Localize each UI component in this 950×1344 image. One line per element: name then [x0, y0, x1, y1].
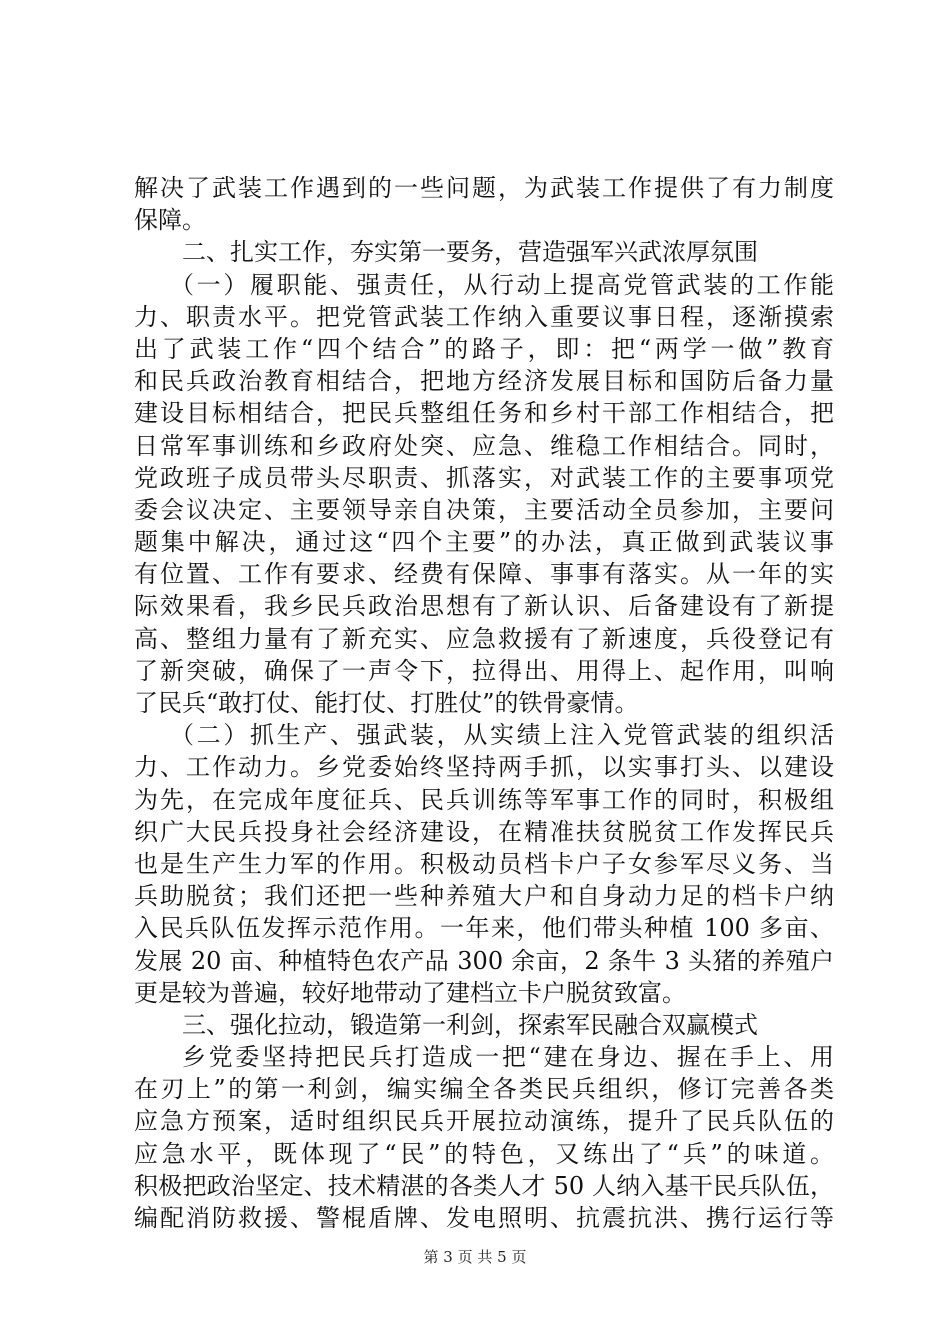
text-line: 也是生产生力军的作用。积极动员档卡户子女参军尽义务、当 — [134, 849, 834, 878]
text-line: 题集中解决，通过这“四个主要”的办法，真正做到武装议事 — [134, 528, 834, 557]
text-line: 为先，在完成年度征兵、民兵训练等军事工作的同时，积极组 — [134, 785, 834, 814]
text-line: 委会议决定、主要领导亲自决策，主要活动全员参加，主要问 — [134, 495, 834, 524]
text-line: 更是较为普遍，较好地带动了建档立卡户脱贫致富。 — [134, 978, 686, 1007]
section-heading-2: 二、扎实工作，夯实第一要务，营造强军兴武浓厚氛围 — [182, 238, 758, 267]
text-line: 高、整组力量有了新充实、应急救援有了新速度，兵役登记有 — [134, 624, 834, 653]
text-line: 应急水平，既体现了“民”的特色，又练出了“兵”的味道。 — [134, 1139, 834, 1168]
section-heading-3: 三、强化拉动，锻造第一利剑，探索军民融合双赢模式 — [182, 1010, 758, 1039]
text-line: 织广大民兵投身社会经济建设，在精准扶贫脱贫工作发挥民兵 — [134, 817, 834, 846]
text-line: 力、工作动力。乡党委始终坚持两手抓，以实事打头、以建设 — [134, 753, 834, 782]
text-line: 和民兵政治教育相结合，把地方经济发展目标和国防后备力量 — [134, 367, 834, 396]
text-line: 在刃上”的第一利剑，编实编全各类民兵组织，修订完善各类 — [134, 1075, 834, 1104]
text-line: 编配消防救援、警棍盾牌、发电照明、抗震抗洪、携行运行等 — [134, 1204, 834, 1232]
text-line: 了民兵“敢打仗、能打仗、打胜仗”的铁骨豪情。 — [134, 689, 639, 717]
text-line: 保障。 — [134, 206, 206, 235]
subsection-heading-1: （一）履职能、强责任，从行动上提高党管武装的工作能 — [170, 270, 834, 299]
text-line: 入民兵队伍发挥示范作用。一年来，他们带头种植 100 多亩、 — [134, 914, 834, 943]
text-line: 发展 20 亩、种植特色农产品 300 余亩，2 条牛 3 头猪的养殖户 — [134, 946, 834, 975]
text-line: 有位置、工作有要求、经费有保障、事事有落实。从一年的实 — [134, 560, 834, 589]
text-line: 际效果看，我乡民兵政治思想有了新认识、后备建设有了新提 — [134, 592, 834, 621]
text-line: 日常军事训练和乡政府处突、应急、维稳工作相结合。同时， — [134, 431, 834, 460]
subsection-heading-2: （二）抓生产、强武装，从实绩上注入党管武装的组织活 — [170, 721, 834, 750]
text-line: 出了武装工作“四个结合”的路子，即：把“两学一做”教育 — [134, 334, 834, 363]
text-line: 乡党委坚持把民兵打造成一把“建在身边、握在手上、用 — [182, 1043, 834, 1072]
text-line: 解决了武装工作遇到的一些问题，为武装工作提供了有力制度 — [134, 174, 834, 202]
page-number-footer: 第 3 页 共 5 页 — [423, 1248, 527, 1266]
text-line: 应急方预案，适时组织民兵开展拉动演练，提升了民兵队伍的 — [134, 1107, 834, 1136]
text-line: 了新突破，确保了一声令下，拉得出、用得上、起作用，叫响 — [134, 656, 834, 685]
text-line: 积极把政治坚定、技术精湛的各类人才 50 人纳入基干民兵队伍， — [134, 1171, 834, 1200]
text-line: 力、职责水平。把党管武装工作纳入重要议事日程，逐渐摸索 — [134, 302, 834, 331]
text-line: 党政班子成员带头尽职责、抓落实，对武装工作的主要事项党 — [134, 463, 834, 492]
text-line: 建设目标相结合，把民兵整组任务和乡村干部工作相结合，把 — [134, 399, 834, 428]
text-line: 兵助脱贫；我们还把一些种养殖大户和自身动力足的档卡户纳 — [134, 882, 834, 911]
document-body — [134, 172, 834, 1234]
